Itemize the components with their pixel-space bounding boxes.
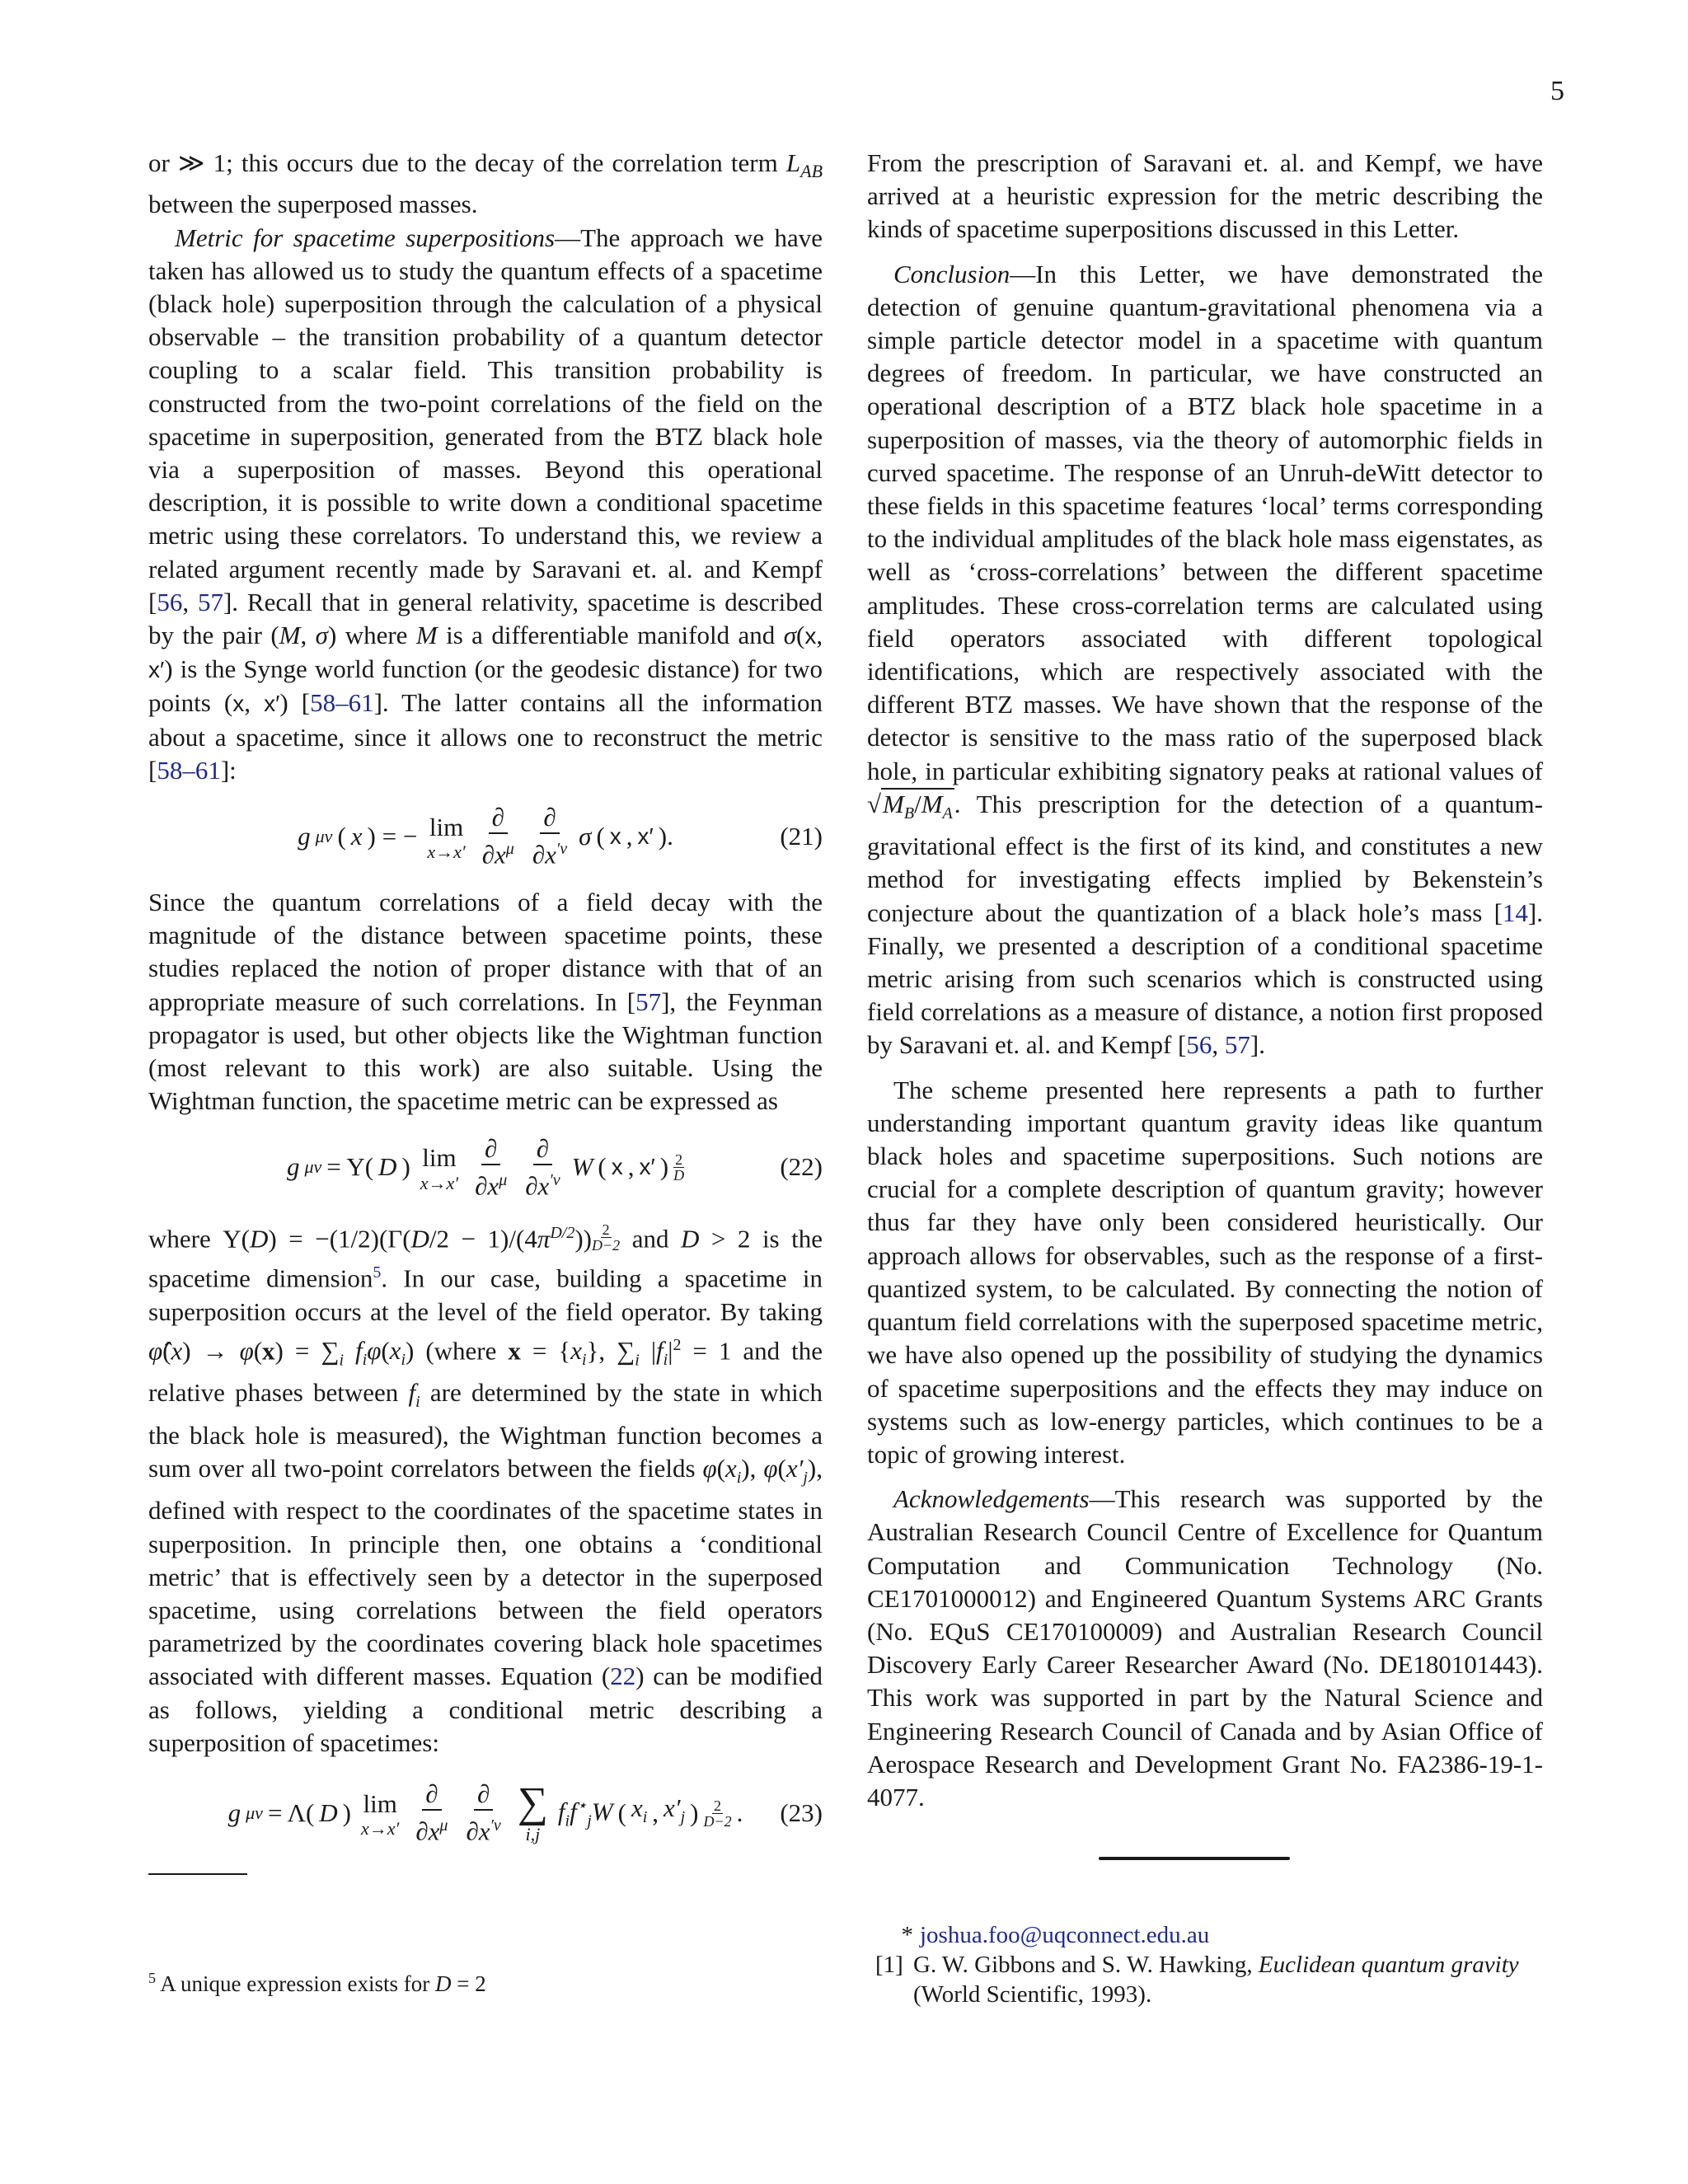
references	[875, 1920, 1543, 2009]
citation-56[interactable]: 56	[1186, 1030, 1212, 1060]
section-heading-acknowledgements: Acknowledgements	[893, 1484, 1090, 1514]
left-column	[148, 147, 823, 1867]
author-email-link[interactable]: joshua.foo@uqconnect.edu.au	[920, 1922, 1210, 1948]
footnote-marker[interactable]: 5	[373, 1263, 382, 1282]
page-number: 5	[1550, 76, 1564, 106]
end-of-text-rule	[1099, 1857, 1290, 1860]
equation-number-21: (21)	[780, 821, 823, 851]
footnote-rule	[148, 1873, 247, 1875]
right-column	[867, 147, 1543, 1814]
reference-item: [1] G. W. Gibbons and S. W. Hawking, Euclidean quantum gravity (World Scientific, 1993).	[875, 1952, 1519, 2008]
paragraph: or ≫ 1; this occurs due to the decay of the correlation term $L_{AB}$ between the superposed masses.	[148, 148, 823, 219]
citation-58-61[interactable]: 58–61	[310, 688, 374, 718]
section-heading-conclusion: Conclusion	[893, 259, 1010, 288]
citation-57[interactable]: 57	[635, 987, 662, 1016]
equation-21: g μν ( x ) = − lim x→x′ $\frac{\partial}{\partial x^\mu}$ $\frac{\partial}{\partial x^{'\nu}}$ σ ( x , x′ ). (21)	[298, 803, 823, 869]
paragraph-acknowledgements: Acknowledgements—This research was supported by the Australian Research Council Centre of Excellence for Quantum Computation and Communication Technology (No. CE1701000012) and Engineered Quantum Systems ARC Grants (No. EQuS CE170100009) and Australian Research Council Discovery Early Career Researcher Award (No. DE180101443). This work was supported in part by the Natural Science and Engineering Research Council of Canada and by Asian Office of Aerospace Research and Development Grant No. FA2386-19-1-4077.	[867, 1484, 1543, 1811]
equation-link-22[interactable]: 22	[610, 1661, 636, 1691]
footnote: $^5$ A unique expression exists for D = 2	[148, 1970, 486, 1996]
equation-22: g μν = Υ( D ) lim x→x′ $\frac{\partial}{\partial x^\mu}$ $\frac{\partial}{\partial x^{'\nu}}$ W ( x , x′ ) 2 D (22)	[286, 1133, 823, 1201]
paragraph-conclusion: Conclusion—In this Letter, we have demonstrated the detection of genuine quantum-gravitational phenomena via a simple particle detector model in a spacetime with quantum degrees of freedom. In particular, we have constructed an operational description of a BTZ black hole spacetime in a superposition of masses, via the theory of automorphic fields in curved spacetime. The response of an Unruh-deWitt detector to these fields in this spacetime features ‘local’ terms corresponding to the individual amplitudes of the black hole mass eigenstates, as well as ‘cross-correlations’ between the different spacetime amplitudes. These cross-correlation terms are calculated using field operators associated with different topological identifications, which are respectively associated with the different BTZ masses. We have shown that the response of the detector is sensitive to the mass ratio of the superposed black hole, in particular exhibiting signatory peaks at rational values of $√M_B/M_A$. This prescription for the detection of a quantum-gravitational effect is the first of its kind, and constitutes a new method for investigating effects implied by Bekenstein’s conjecture about the quantization of a black hole’s mass [14]. Finally, we presented a description of a conditional spacetime metric arising from such scenarios which is constructed using field correlations as a measure of distance, a notion first proposed by Saravani et. al. and Kempf [56, 57].	[867, 259, 1543, 1060]
citation-58-61-b[interactable]: 58–61	[157, 755, 221, 785]
citation-57[interactable]: 57	[1224, 1030, 1250, 1060]
citation-56[interactable]: 56	[157, 587, 183, 616]
section-heading-metric: Metric for spacetime superpositions	[175, 223, 556, 252]
equation-23: g μν = Λ( D ) lim x→x′ $\frac{\partial}{\partial x^\mu}$ $\frac{\partial}{\partial x^{'\nu}}$ ∑ i,j $f_if^⋆_jW$ ( $x_i$ , $x'_j$ ) 2 D−2 . (23)	[227, 1779, 823, 1846]
paragraph: From the prescription of Saravani et. al. and Kempf, we have arrived at a heuristic expression for the metric describing the kinds of spacetime superpositions discussed in this Letter.	[867, 148, 1543, 244]
paragraph: Since the quantum correlations of a field decay with the magnitude of the distance between spacetime points, these studies replaced the notion of proper distance with that of an appropriate measure of such correlations. In [57], the Feynman propagator is used, but other objects like the Wightman function (most relevant to this work) are also suitable. Using the Wightman function, the spacetime metric can be expressed as	[148, 888, 823, 1116]
paragraph-metric: Metric for spacetime superpositions—The approach we have taken has allowed us to study the quantum effects of a spacetime (black hole) superposition through the calculation of a physical observable – the transition probability of a quantum detector coupling to a scalar field. This transition probability is constructed from the two-point correlations of the field on the spacetime in superposition, generated from the BTZ black hole via a superposition of masses. Beyond this operational description, it is possible to write down a conditional spacetime metric using these correlators. To understand this, we review a related argument recently made by Saravani et. al. and Kempf [56, 57]. Recall that in general relativity, spacetime is described by the pair (M, σ) where M is a differentiable manifold and σ(x, x′) is the Synge world function (or the geodesic distance) for two points (x, x′) [58–61]. The latter contains all the information about a spacetime, since it allows one to reconstruct the metric [58–61]:	[148, 223, 823, 785]
citation-14[interactable]: 14	[1502, 898, 1528, 927]
citation-57[interactable]: 57	[197, 587, 223, 616]
equation-number-22: (22)	[780, 1152, 823, 1182]
equation-number-23: (23)	[780, 1797, 823, 1827]
paragraph: The scheme presented here represents a path to further understanding important quantum gravity ideas like quantum black holes and spacetime superpositions. Such notions are crucial for a complete description of quantum gravity; however thus far they have only been considered heuristically. Our approach allows for observables, such as the response of a first-quantized system, to be calculated. By connecting the notion of quantum field correlations with the superposed spacetime metric, we have also opened up the possibility of studying the dynamics of spacetime superpositions and the effects they may induce on systems such as low-energy particles, which continues to be a topic of growing interest.	[867, 1075, 1543, 1469]
author-email-row: * joshua.foo@uqconnect.edu.au	[901, 1922, 1210, 1948]
paragraph: where $\Upsilon(D) = -(1/2)(\Gamma(D/2 - 1)/(4\pi^{D/2}))$ $\frac{2}{D-2}$ and D > 2 is the spacetime dimension$^5$. In our case, building a spacetime in superposition occurs at the level of the field operator. By taking φ̂(x) → $\varphi(x) = \sum_i$ $f_i\varphi(x_i)$ (where $x = \{x_i\}$, $\sum_i$ $|f_i|^2 = 1$ and the relative phases between $f_i$ are determined by the state in which the black hole is measured), the Wightman function becomes a sum over all two-point correlators between the fields $\varphi(x_i)$, $\varphi(x'_j)$, defined with respect to the coordinates of the spacetime states in superposition. In principle then, one obtains a ‘conditional metric’ that is effectively seen by a detector in the superposed spacetime, using correlations between the field operators parametrized by the coordinates covering black hole spacetimes associated with different masses. Equation (22) can be modified as follows, yielding a conditional metric describing a superposition of spacetimes:	[148, 1221, 823, 1757]
